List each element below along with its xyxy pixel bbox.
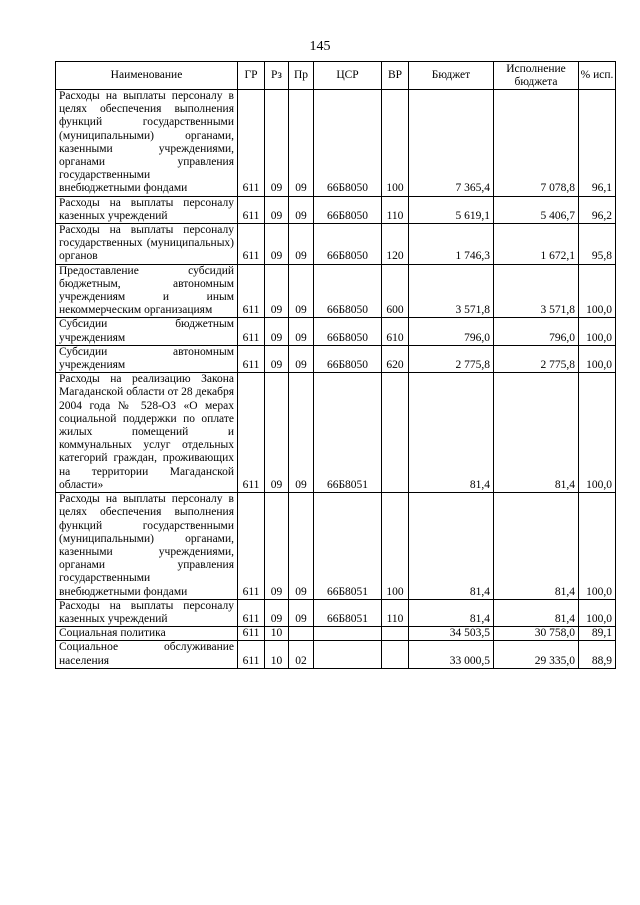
row-budget: 34 503,5: [409, 627, 494, 641]
row-gr: 611: [238, 493, 265, 600]
budget-execution-table: [55, 61, 616, 669]
row-pr: 09: [289, 264, 314, 318]
row-name: Расходы на реализацию Закона Магаданской области от 28 декабря 2004 года № 528-ОЗ «О мерах социальной поддержки по оплате жилых помещений и коммунальных услуг отдельных категорий граждан, проживающих на территории Магаданской области»: [56, 373, 238, 493]
row-pr: 09: [289, 345, 314, 372]
row-name: Расходы на выплаты персоналу государственных (муниципальных) органов: [56, 224, 238, 265]
header-name: Наименование: [56, 62, 238, 90]
row-csr: 66Б8051: [314, 373, 382, 493]
row-vr: [382, 641, 409, 668]
row-name: Расходы на выплаты персоналу в целях обеспечения выполнения функций государственными (муниципальными) органами, казенными учреждениями, органами управления государственными внебюджетными фондами: [56, 493, 238, 600]
row-execution: 796,0: [494, 318, 579, 345]
row-pr: 09: [289, 196, 314, 223]
row-budget: 796,0: [409, 318, 494, 345]
header-execution: Исполнение бюджета: [494, 62, 579, 90]
row-pr: 09: [289, 90, 314, 197]
row-percent: 89,1: [579, 627, 616, 641]
header-budget: Бюджет: [409, 62, 494, 90]
row-name: Субсидии бюджетным учреждениям: [56, 318, 238, 345]
table-row: [56, 318, 616, 345]
row-pr: 09: [289, 224, 314, 265]
table-row: [56, 641, 616, 668]
header-gr: ГР: [238, 62, 265, 90]
row-budget: 33 000,5: [409, 641, 494, 668]
table-row: [56, 373, 616, 493]
row-rz: 09: [265, 599, 289, 626]
row-gr: 611: [238, 90, 265, 197]
row-percent: 96,2: [579, 196, 616, 223]
row-gr: 611: [238, 196, 265, 223]
row-name: Социальное обслуживание населения: [56, 641, 238, 668]
table-row: [56, 493, 616, 600]
table-row: [56, 264, 616, 318]
row-vr: 110: [382, 599, 409, 626]
row-execution: 81,4: [494, 373, 579, 493]
row-budget: 81,4: [409, 493, 494, 600]
row-execution: 3 571,8: [494, 264, 579, 318]
row-name: Социальная политика: [56, 627, 238, 641]
table-row: [56, 224, 616, 265]
row-rz: 09: [265, 90, 289, 197]
row-gr: 611: [238, 627, 265, 641]
row-csr: [314, 627, 382, 641]
row-execution: 5 406,7: [494, 196, 579, 223]
row-rz: 10: [265, 627, 289, 641]
row-execution: 81,4: [494, 493, 579, 600]
header-csr: ЦСР: [314, 62, 382, 90]
row-execution: 7 078,8: [494, 90, 579, 197]
header-vr: ВР: [382, 62, 409, 90]
row-name: Расходы на выплаты персоналу казенных учреждений: [56, 196, 238, 223]
row-pr: 09: [289, 493, 314, 600]
row-rz: 09: [265, 196, 289, 223]
row-percent: 100,0: [579, 345, 616, 372]
row-vr: 600: [382, 264, 409, 318]
row-csr: 66Б8050: [314, 196, 382, 223]
row-percent: 100,0: [579, 264, 616, 318]
row-pr: 09: [289, 599, 314, 626]
row-percent: 100,0: [579, 599, 616, 626]
row-csr: [314, 641, 382, 668]
row-execution: 30 758,0: [494, 627, 579, 641]
row-csr: 66Б8050: [314, 224, 382, 265]
row-rz: 09: [265, 493, 289, 600]
row-csr: 66Б8050: [314, 90, 382, 197]
row-gr: 611: [238, 318, 265, 345]
row-name: Расходы на выплаты персоналу казенных учреждений: [56, 599, 238, 626]
row-percent: 100,0: [579, 318, 616, 345]
header-percent: % исп.: [579, 62, 616, 90]
row-vr: 620: [382, 345, 409, 372]
row-vr: [382, 373, 409, 493]
row-pr: 02: [289, 641, 314, 668]
row-csr: 66Б8051: [314, 493, 382, 600]
table-row: [56, 90, 616, 197]
row-budget: 2 775,8: [409, 345, 494, 372]
row-execution: 2 775,8: [494, 345, 579, 372]
row-gr: 611: [238, 373, 265, 493]
row-gr: 611: [238, 264, 265, 318]
row-vr: 100: [382, 493, 409, 600]
row-csr: 66Б8050: [314, 345, 382, 372]
row-pr: [289, 627, 314, 641]
row-rz: 09: [265, 373, 289, 493]
row-name: Расходы на выплаты персоналу в целях обеспечения выполнения функций государственными (муниципальными) органами, казенными учреждениями, органами управления государственными внебюджетными фондами: [56, 90, 238, 197]
table-row: [56, 345, 616, 372]
row-rz: 10: [265, 641, 289, 668]
row-percent: 96,1: [579, 90, 616, 197]
row-rz: 09: [265, 264, 289, 318]
header-pr: Пр: [289, 62, 314, 90]
row-budget: 1 746,3: [409, 224, 494, 265]
row-rz: 09: [265, 345, 289, 372]
row-vr: [382, 627, 409, 641]
row-gr: 611: [238, 224, 265, 265]
row-pr: 09: [289, 318, 314, 345]
header-rz: Рз: [265, 62, 289, 90]
row-gr: 611: [238, 345, 265, 372]
row-budget: 81,4: [409, 599, 494, 626]
row-execution: 81,4: [494, 599, 579, 626]
row-execution: 1 672,1: [494, 224, 579, 265]
row-pr: 09: [289, 373, 314, 493]
table-header-row: [56, 62, 616, 90]
table-row: [56, 196, 616, 223]
row-budget: 5 619,1: [409, 196, 494, 223]
row-rz: 09: [265, 318, 289, 345]
row-vr: 610: [382, 318, 409, 345]
row-name: Предоставление субсидий бюджетным, автономным учреждениям и иным некоммерческим организациям: [56, 264, 238, 318]
row-budget: 81,4: [409, 373, 494, 493]
row-csr: 66Б8051: [314, 599, 382, 626]
row-vr: 110: [382, 196, 409, 223]
row-percent: 95,8: [579, 224, 616, 265]
row-gr: 611: [238, 641, 265, 668]
row-csr: 66Б8050: [314, 318, 382, 345]
table-row: [56, 599, 616, 626]
row-execution: 29 335,0: [494, 641, 579, 668]
row-rz: 09: [265, 224, 289, 265]
row-percent: 100,0: [579, 493, 616, 600]
row-vr: 100: [382, 90, 409, 197]
row-budget: 7 365,4: [409, 90, 494, 197]
page-number: 145: [309, 39, 331, 54]
row-csr: 66Б8050: [314, 264, 382, 318]
row-budget: 3 571,8: [409, 264, 494, 318]
row-percent: 88,9: [579, 641, 616, 668]
row-percent: 100,0: [579, 373, 616, 493]
row-name: Субсидии автономным учреждениям: [56, 345, 238, 372]
row-vr: 120: [382, 224, 409, 265]
table-row: [56, 627, 616, 641]
row-gr: 611: [238, 599, 265, 626]
